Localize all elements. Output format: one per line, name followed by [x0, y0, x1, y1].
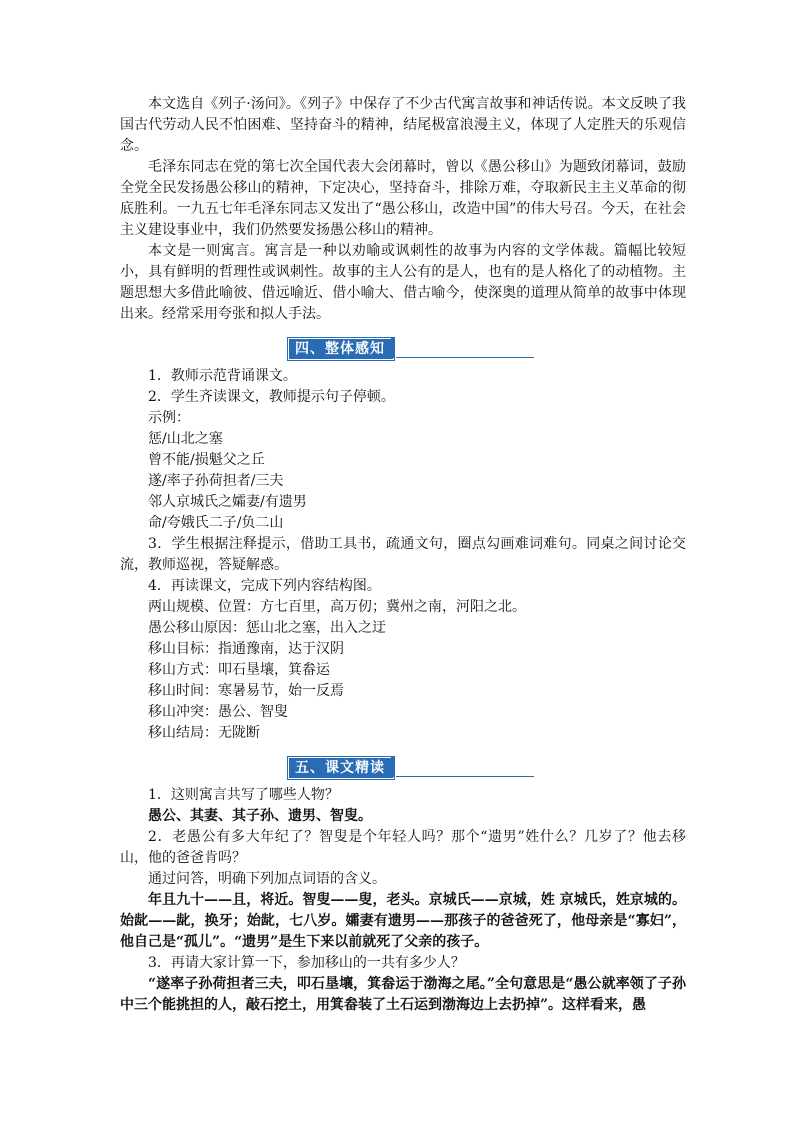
header-underline: [396, 776, 534, 777]
answer-3: “遂率子孙荷担者三夫，叩石垦壤，箕畚运于渤海之尾。”全句意思是“愚公就率领了子孙中三个能挑担的人，敲石挖土，用箕畚装了土石运到渤海边上去扔掉”。这样看来，愚: [120, 976, 686, 1013]
answer-2: 年且九十——且，将近。智叟——叟，老头。京城氏——京城，姓 京城氏，姓京城的。始龀——龀，换牙；始龀，七八岁。孀妻有遗男——那孩子的爸爸死了，他母亲是“寡妇”，他自己是“孤儿”。“遗男”是生下来以前就死了父亲的孩子。: [120, 892, 686, 950]
structure-line: 愚公移山原因：惩山北之塞，出入之迂: [148, 620, 386, 636]
step-2: 2．学生齐读课文，教师提示句子停顿。: [148, 389, 395, 405]
example-line: 命/夸娥氏二子/负二山: [148, 515, 284, 531]
example-line: 曾不能/损魁父之丘: [148, 452, 265, 468]
structure-line: 移山冲突：愚公、智叟: [148, 704, 288, 720]
question-2: 2．老愚公有多大年纪了？智叟是个年轻人吗？那个“遗男”姓什么？几岁了？他去移山，他的爸爸肯吗？: [120, 829, 686, 866]
structure-line: 移山时间：寒暑易节，始一反焉: [148, 683, 344, 699]
structure-line: 两山规模、位置：方七百里，高万仞；冀州之南，河阳之北。: [148, 599, 526, 615]
structure-line: 移山目标：指通豫南，达于汉阴: [148, 641, 344, 657]
document-page: [120, 94, 686, 1016]
answer-1: 愚公、其妻、其子孙、遗男、智叟。: [148, 808, 372, 824]
header-underline: [396, 357, 534, 358]
example-label: 示例：: [148, 410, 190, 426]
example-line: 邻人京城氏之孀妻/有遗男: [148, 494, 307, 510]
step-4: 4．再读课文，完成下列内容结构图。: [148, 578, 381, 594]
section-5-title: 五、课文精读: [288, 757, 394, 779]
header-accent-bar: [391, 757, 394, 777]
header-accent-bar: [391, 338, 394, 358]
intro-paragraph-2: 毛泽东同志在党的第七次全国代表大会闭幕时，曾以《愚公移山》为题致闭幕词，鼓励全党全民发扬愚公移山的精神，下定决心，坚持奋斗，排除万难，夺取新民主主义革命的彻底胜利。一九五七年毛泽东同志又发出了“愚公移山，改造中国”的伟大号召。今天，在社会主义建设事业中，我们仍然要发扬愚公移山的精神。: [120, 159, 686, 238]
section-4-title: 四、整体感知: [288, 338, 394, 360]
structure-line: 移山方式：叩石垦壤，箕畚运: [148, 662, 330, 678]
question-1: 1．这则寓言共写了哪些人物？: [148, 787, 339, 803]
section-4-header: [120, 338, 686, 358]
step-1: 1．教师示范背诵课文。: [148, 368, 297, 384]
example-line: 遂/率子孙荷担者/三夫: [148, 473, 284, 489]
intro-paragraph-3: 本文是一则寓言。寓言是一种以劝喻或讽刺性的故事为内容的文学体裁。篇幅比较短小，具有鲜明的哲理性或讽刺性。故事的主人公有的是人，也有的是人格化了的动植物。主题思想大多借此喻彼、借远喻近、借小喻大、借古喻今，使深奥的道理从简单的故事中体现出来。经常采用夸张和拟人手法。: [120, 243, 686, 322]
question-3: 3．再请大家计算一下，参加移山的一共有多少人？: [148, 955, 465, 971]
step-3: 3．学生根据注释提示，借助工具书，疏通文句，圈点勾画难词难句。同桌之间讨论交流，教师巡视，答疑解惑。: [120, 536, 686, 573]
intro-paragraph-1: 本文选自《列子·汤问》。《列子》中保存了不少古代寓言故事和神话传说。本文反映了我国古代劳动人民不怕困难、坚持奋斗的精神，结尾极富浪漫主义，体现了人定胜天的乐观信念。: [120, 96, 686, 154]
structure-line: 移山结局：无陇断: [148, 725, 260, 741]
question-2-note: 通过问答，明确下列加点词语的含义。: [148, 871, 386, 887]
example-line: 惩/山北之塞: [148, 431, 223, 447]
section-5-header: [120, 757, 686, 777]
